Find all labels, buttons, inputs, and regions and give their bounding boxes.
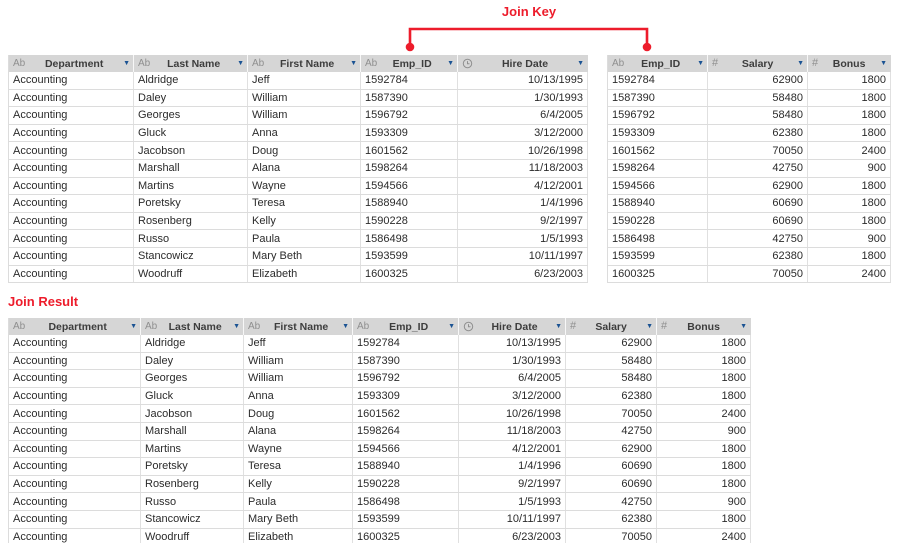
column-header-first-name[interactable] [248,55,361,72]
table-cell: 1587390 [353,353,459,370]
table-cell: 1592784 [361,72,458,89]
table-cell: 2400 [657,529,751,543]
table-cell: 10/11/1997 [459,511,566,528]
table-cell: 1800 [657,388,751,405]
table-row [608,107,891,125]
table-cell: Paula [248,230,361,247]
table-row [9,142,588,160]
join-result-table [8,318,751,543]
table-cell: Accounting [9,405,141,422]
table-cell: Accounting [9,529,141,543]
table-row [608,90,891,108]
table-cell: 1596792 [608,107,708,124]
table-row [608,248,891,266]
table-cell: 42750 [708,230,808,247]
table-cell: Woodruff [134,266,248,283]
table-row [9,248,588,266]
column-label: Salary [741,57,774,70]
text-type-icon: Ab [612,57,625,69]
filter-dropdown-icon[interactable]: ▼ [342,323,349,330]
table-cell: 11/18/2003 [459,423,566,440]
column-header-hire-date[interactable] [458,55,588,72]
table-body [9,335,751,543]
column-header-last-name[interactable] [141,318,244,335]
table-cell: Accounting [9,107,134,124]
filter-dropdown-icon[interactable]: ▼ [740,323,747,330]
table-cell: 1800 [657,335,751,352]
table-cell: Jeff [248,72,361,89]
table-cell: 2400 [808,142,891,159]
column-header-hire-date[interactable] [459,318,566,335]
table-cell: Wayne [244,441,353,458]
table-cell: 1600325 [608,266,708,283]
column-label: Department [44,57,104,70]
table-cell: 62900 [708,72,808,89]
table-row [608,72,891,90]
table-cell: 1/4/1996 [458,195,588,212]
column-header-last-name[interactable] [134,55,248,72]
text-type-icon: Ab [248,320,261,332]
table-row [9,195,588,213]
filter-dropdown-icon[interactable]: ▼ [233,323,240,330]
table-cell: 60690 [566,458,657,475]
column-header-emp-id[interactable] [608,55,708,72]
table-row [9,405,751,423]
table-cell: 1593599 [361,248,458,265]
table-cell: 900 [657,423,751,440]
table-cell: 10/26/1998 [459,405,566,422]
table-cell: Paula [244,493,353,510]
table-cell: 58480 [708,90,808,107]
table-cell: 4/12/2001 [458,178,588,195]
table-cell: 42750 [708,160,808,177]
header-row [9,55,588,72]
table-cell: Martins [134,178,248,195]
table-row [608,230,891,248]
table-cell: 1800 [657,458,751,475]
table-cell: William [244,353,353,370]
text-type-icon: Ab [365,57,378,69]
table-cell: 1588940 [361,195,458,212]
table-row [608,195,891,213]
table-row [9,441,751,459]
table-cell: Accounting [9,230,134,247]
table-cell: 10/11/1997 [458,248,588,265]
table-cell: Jacobson [134,142,248,159]
table-cell: 1592784 [608,72,708,89]
table-cell: 1594566 [608,178,708,195]
table-cell: 62900 [566,335,657,352]
column-label: Salary [595,320,627,333]
number-type-icon: # [570,320,577,332]
table-cell: Elizabeth [244,529,353,543]
table-cell: 70050 [708,266,808,283]
table-cell: Rosenberg [134,213,248,230]
table-cell: William [244,370,353,387]
filter-dropdown-icon[interactable]: ▼ [130,323,137,330]
table-cell: Teresa [248,195,361,212]
table-cell: 1586498 [361,230,458,247]
table-body [9,72,588,283]
table-cell: 1593309 [353,388,459,405]
filter-dropdown-icon[interactable]: ▼ [237,60,244,67]
table-cell: 1593309 [361,125,458,142]
table-cell: Teresa [244,458,353,475]
table-cell: Accounting [9,458,141,475]
table-cell: 1594566 [361,178,458,195]
table-cell: Poretsky [134,195,248,212]
table-cell: 1/5/1993 [459,493,566,510]
table-cell: Accounting [9,160,134,177]
table-cell: 62900 [708,178,808,195]
table-row [9,388,751,406]
table-row [9,178,588,196]
table-cell: 1601562 [361,142,458,159]
table-cell: Elizabeth [248,266,361,283]
table-cell: 1800 [657,370,751,387]
employees-table [8,55,588,283]
filter-dropdown-icon[interactable]: ▼ [448,323,455,330]
table-cell: Rosenberg [141,476,244,493]
column-header-department[interactable] [9,55,134,72]
table-row [608,266,891,284]
join-key-dot-left [406,43,415,52]
table-row [9,423,751,441]
table-cell: Russo [141,493,244,510]
table-row [9,529,751,543]
table-cell: 1800 [657,511,751,528]
table-cell: Accounting [9,353,141,370]
table-cell: 1/5/1993 [458,230,588,247]
text-type-icon: Ab [138,57,151,69]
table-row [9,335,751,353]
table-cell: Aldridge [141,335,244,352]
table-cell: 70050 [566,529,657,543]
table-row [9,213,588,231]
table-cell: Marshall [141,423,244,440]
join-key-label: Join Key [501,4,557,19]
table-cell: 2400 [808,266,891,283]
table-cell: Mary Beth [248,248,361,265]
column-label: Last Name [167,57,221,70]
table-cell: 6/23/2003 [459,529,566,543]
table-cell: 1800 [808,195,891,212]
table-cell: Accounting [9,266,134,283]
table-cell: 10/26/1998 [458,142,588,159]
text-type-icon: Ab [357,320,370,332]
table-cell: Accounting [9,511,141,528]
join-key-dot-right [643,43,652,52]
table-cell: 6/4/2005 [459,370,566,387]
table-row [9,370,751,388]
table-cell: 1590228 [608,213,708,230]
table-cell: 1600325 [361,266,458,283]
table-cell: William [248,107,361,124]
filter-dropdown-icon[interactable]: ▼ [577,60,584,67]
date-type-icon [462,58,473,69]
table-cell: 70050 [566,405,657,422]
date-type-icon [463,321,474,332]
table-cell: Wayne [248,178,361,195]
table-cell: 1590228 [353,476,459,493]
table-cell: 58480 [566,353,657,370]
table-cell: 1800 [808,213,891,230]
table-row [9,107,588,125]
table-cell: Accounting [9,388,141,405]
column-label: Department [48,320,107,333]
table-cell: 60690 [708,213,808,230]
table-cell: Accounting [9,493,141,510]
table-cell: 1598264 [608,160,708,177]
table-cell: 1594566 [353,441,459,458]
column-header-emp-id[interactable] [361,55,458,72]
table-cell: 1800 [808,107,891,124]
table-cell: Accounting [9,248,134,265]
table-cell: Daley [134,90,248,107]
table-cell: 1598264 [361,160,458,177]
compensation-table [607,55,891,283]
table-cell: Marshall [134,160,248,177]
table-cell: 1588940 [608,195,708,212]
text-type-icon: Ab [13,57,26,69]
table-cell: 1/30/1993 [459,353,566,370]
join-result-label: Join Result [8,294,79,309]
table-cell: 1/30/1993 [458,90,588,107]
table-row [9,230,588,248]
table-cell: Daley [141,353,244,370]
table-cell: 58480 [708,107,808,124]
table-cell: Gluck [134,125,248,142]
table-cell: 900 [657,493,751,510]
column-label: Emp_ID [641,57,681,70]
table-cell: Accounting [9,335,141,352]
number-type-icon: # [712,57,719,69]
table-cell: Doug [244,405,353,422]
filter-dropdown-icon[interactable]: ▼ [123,60,130,67]
table-cell: 1590228 [361,213,458,230]
table-cell: Mary Beth [244,511,353,528]
table-cell: Jeff [244,335,353,352]
filter-dropdown-icon[interactable]: ▼ [646,323,653,330]
column-header-bonus[interactable] [808,55,891,72]
table-row [608,160,891,178]
text-type-icon: Ab [145,320,158,332]
table-cell: 900 [808,230,891,247]
table-cell: 1800 [657,353,751,370]
table-cell: 9/2/1997 [459,476,566,493]
table-cell: 6/23/2003 [458,266,588,283]
table-cell: William [248,90,361,107]
column-header-salary[interactable] [566,318,657,335]
table-row [9,353,751,371]
table-cell: Accounting [9,476,141,493]
table-cell: 1587390 [608,90,708,107]
column-header-first-name[interactable] [244,318,353,335]
table-cell: 1593309 [608,125,708,142]
table-cell: 1587390 [361,90,458,107]
table-cell: Gluck [141,388,244,405]
table-cell: 62380 [566,511,657,528]
table-cell: 1600325 [353,529,459,543]
table-cell: 1800 [808,90,891,107]
column-label: First Name [280,57,335,70]
column-header-salary[interactable] [708,55,808,72]
table-cell: Poretsky [141,458,244,475]
table-cell: 1586498 [353,493,459,510]
table-cell: Russo [134,230,248,247]
table-cell: 1596792 [353,370,459,387]
header-row [608,55,891,72]
table-cell: Georges [141,370,244,387]
column-label: Bonus [687,320,720,333]
table-cell: Accounting [9,213,134,230]
table-cell: Martins [141,441,244,458]
filter-dropdown-icon[interactable]: ▼ [880,60,887,67]
table-body [608,72,891,283]
table-cell: 9/2/1997 [458,213,588,230]
table-cell: 1598264 [353,423,459,440]
table-cell: 1593599 [353,511,459,528]
table-row [9,476,751,494]
table-cell: 1800 [657,441,751,458]
table-row [608,213,891,231]
column-label: Emp_ID [392,57,432,70]
table-cell: Accounting [9,370,141,387]
table-cell: 11/18/2003 [458,160,588,177]
table-cell: 42750 [566,423,657,440]
table-cell: Alana [244,423,353,440]
table-row [9,266,588,284]
table-cell: 3/12/2000 [459,388,566,405]
table-cell: Doug [248,142,361,159]
table-cell: Kelly [248,213,361,230]
table-cell: 1800 [657,476,751,493]
table-cell: Alana [248,160,361,177]
table-cell: Georges [134,107,248,124]
table-row [608,125,891,143]
table-cell: Anna [248,125,361,142]
column-header-department[interactable] [9,318,141,335]
table-cell: 1588940 [353,458,459,475]
table-cell: 1601562 [353,405,459,422]
table-cell: 1601562 [608,142,708,159]
table-cell: 10/13/1995 [459,335,566,352]
table-cell: Accounting [9,142,134,159]
column-label: First Name [274,320,329,333]
column-label: Last Name [168,320,222,333]
table-cell: 6/4/2005 [458,107,588,124]
filter-dropdown-icon[interactable]: ▼ [555,323,562,330]
table-cell: 1800 [808,178,891,195]
column-label: Hire Date [491,320,538,333]
table-cell: 2400 [657,405,751,422]
table-cell: Kelly [244,476,353,493]
table-cell: Accounting [9,72,134,89]
table-cell: 1586498 [608,230,708,247]
table-cell: Accounting [9,90,134,107]
table-cell: 1800 [808,125,891,142]
table-cell: Accounting [9,441,141,458]
table-cell: Stancowicz [141,511,244,528]
table-cell: 60690 [566,476,657,493]
table-cell: Accounting [9,178,134,195]
table-cell: 42750 [566,493,657,510]
table-row [9,72,588,90]
column-label: Bonus [832,57,866,70]
column-label: Hire Date [501,57,549,70]
table-cell: 1592784 [353,335,459,352]
table-cell: 62380 [708,248,808,265]
text-type-icon: Ab [13,320,26,332]
table-cell: Accounting [9,125,134,142]
table-row [608,178,891,196]
table-cell: Aldridge [134,72,248,89]
table-cell: Jacobson [141,405,244,422]
column-header-bonus[interactable] [657,318,751,335]
table-cell: 62900 [566,441,657,458]
column-header-emp-id[interactable] [353,318,459,335]
table-cell: 900 [808,160,891,177]
table-cell: 1800 [808,248,891,265]
table-row [9,90,588,108]
table-cell: 1800 [808,72,891,89]
table-cell: 62380 [708,125,808,142]
filter-dropdown-icon[interactable]: ▼ [447,60,454,67]
number-type-icon: # [661,320,668,332]
column-label: Emp_ID [389,320,429,333]
table-cell: 1/4/1996 [459,458,566,475]
text-type-icon: Ab [252,57,265,69]
table-cell: Stancowicz [134,248,248,265]
table-row [608,142,891,160]
table-cell: Accounting [9,423,141,440]
table-cell: 70050 [708,142,808,159]
table-cell: 4/12/2001 [459,441,566,458]
table-cell: Accounting [9,195,134,212]
table-cell: 10/13/1995 [458,72,588,89]
table-cell: Anna [244,388,353,405]
table-cell: 58480 [566,370,657,387]
table-cell: 60690 [708,195,808,212]
table-cell: 1593599 [608,248,708,265]
table-cell: 3/12/2000 [458,125,588,142]
number-type-icon: # [812,57,819,69]
table-cell: 62380 [566,388,657,405]
table-row [9,458,751,476]
filter-dropdown-icon[interactable]: ▼ [350,60,357,67]
table-cell: 1596792 [361,107,458,124]
table-row [9,511,751,529]
table-row [9,125,588,143]
table-cell: Woodruff [141,529,244,543]
header-row [9,318,751,335]
table-row [9,493,751,511]
filter-dropdown-icon[interactable]: ▼ [797,60,804,67]
table-row [9,160,588,178]
filter-dropdown-icon[interactable]: ▼ [697,60,704,67]
